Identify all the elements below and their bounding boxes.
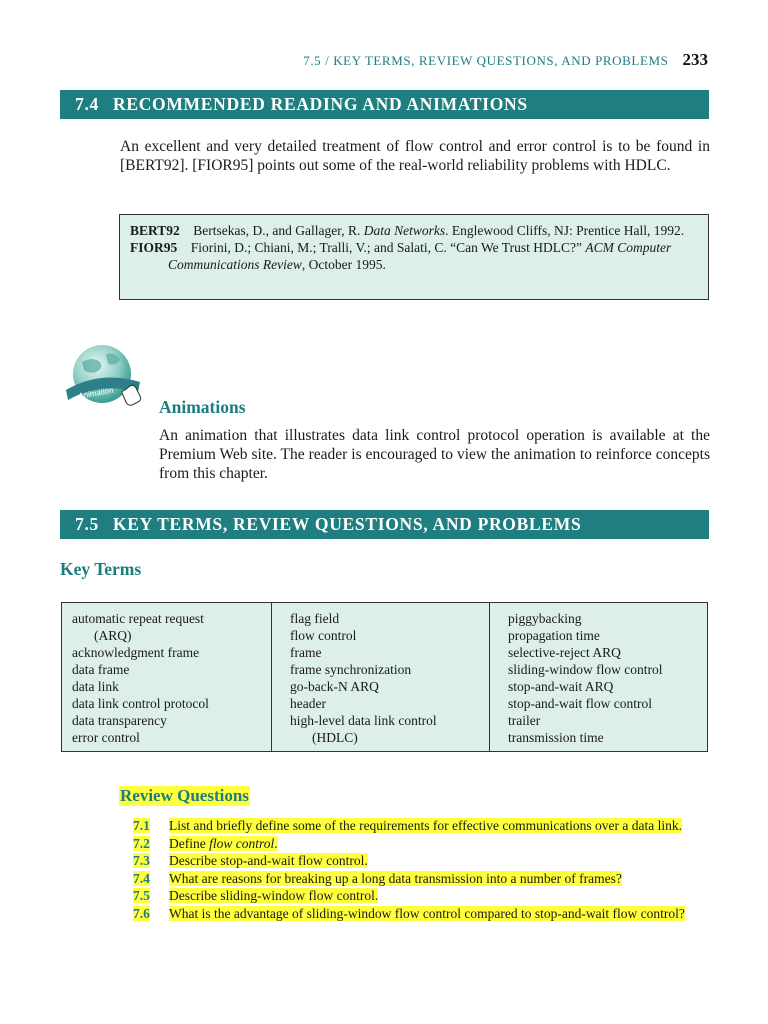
animations-paragraph: An animation that illustrates data link control protocol operation is available at the Premium Web site. The reader is encouraged to view the animation to reinforce concepts from this chapter. — [159, 427, 710, 482]
section-title: RECOMMENDED READING AND ANIMATIONS — [112, 94, 528, 114]
section-number: 7.4 — [75, 94, 99, 114]
key-terms-heading: Key Terms — [60, 559, 142, 579]
key-term: header — [290, 696, 326, 711]
key-term: data frame — [72, 662, 130, 677]
question-text: Describe sliding-window flow control. — [169, 888, 379, 903]
key-terms-column — [62, 603, 271, 751]
review-question — [133, 817, 709, 835]
review-question — [133, 887, 709, 905]
reference-key: BERT92 — [130, 223, 180, 238]
question-term: flow control — [209, 835, 275, 851]
key-term: (HDLC) — [312, 730, 358, 745]
question-text: Describe stop-and-wait flow control. — [169, 853, 368, 868]
question-number: 7.3 — [133, 853, 150, 868]
key-term: (ARQ) — [94, 628, 132, 643]
section-7-4-heading — [60, 90, 709, 119]
animation-icon-label: Animation — [77, 385, 115, 401]
page-number: 233 — [682, 50, 708, 69]
question-text: What is the advantage of sliding-window flow control compared to stop-and-wait flow control? — [169, 905, 685, 921]
question-number: 7.1 — [133, 818, 150, 833]
key-term: propagation time — [508, 628, 600, 643]
animation-globe-icon — [60, 340, 152, 410]
key-term: transmission time — [508, 730, 604, 745]
key-term: stop-and-wait flow control — [508, 696, 652, 711]
key-terms-table — [61, 602, 708, 752]
running-head — [303, 50, 708, 70]
key-term: automatic repeat request — [72, 611, 204, 626]
reference-title: Data Networks — [363, 223, 446, 238]
key-term: go-back-N ARQ — [290, 679, 379, 694]
question-number: 7.4 — [133, 870, 150, 886]
section-7-5-heading — [60, 510, 709, 539]
key-term: flag field — [290, 611, 340, 626]
reference-publisher: . Englewood Cliffs, NJ: Prentice Hall, 1992. — [445, 223, 685, 238]
running-head-title: 7.5 / KEY TERMS, REVIEW QUESTIONS, AND PROBLEMS — [303, 53, 669, 68]
key-term: trailer — [508, 713, 541, 728]
section-title: KEY TERMS, REVIEW QUESTIONS, AND PROBLEMS — [112, 514, 582, 534]
key-term: error control — [72, 730, 140, 745]
key-term: data link control protocol — [72, 696, 209, 711]
key-term: acknowledgment frame — [72, 645, 200, 660]
section-number: 7.5 — [75, 514, 99, 534]
reading-intro-paragraph: An excellent and very detailed treatment of flow control and error control is to be found in [BERT92]. [FIOR95] points out some of the real-world reliability problems with HDLC. — [120, 138, 710, 174]
key-terms-column — [489, 603, 707, 751]
key-terms-column — [271, 603, 489, 751]
reference-key: FIOR95 — [130, 240, 178, 255]
review-question — [133, 870, 709, 888]
key-term: stop-and-wait ARQ — [508, 679, 614, 694]
question-text: Define — [169, 835, 210, 851]
review-question — [133, 905, 709, 923]
reference-entry — [130, 222, 698, 239]
reference-title: ACM Computer Communications Review — [168, 240, 672, 272]
key-term: selective-reject ARQ — [508, 645, 621, 660]
key-term: flow control — [290, 628, 357, 643]
reference-publisher: , October 1995. — [301, 257, 386, 272]
references-box — [119, 214, 709, 300]
key-term: piggybacking — [508, 611, 582, 626]
key-term: high-level data link control — [290, 713, 437, 728]
reference-authors: Bertsekas, D., and Gallager, R. — [193, 223, 364, 238]
key-term: data transparency — [72, 713, 167, 728]
review-question — [133, 835, 709, 853]
question-number: 7.2 — [133, 835, 150, 851]
animations-heading: Animations — [159, 397, 246, 417]
question-text: What are reasons for breaking up a long data transmission into a number of frames? — [169, 870, 622, 886]
question-text: List and briefly define some of the requirements for effective communications over a data link. — [169, 818, 682, 833]
key-term: sliding-window flow control — [508, 662, 663, 677]
question-text-end: . — [274, 835, 278, 851]
key-term: frame — [290, 645, 322, 660]
review-questions-heading: Review Questions — [120, 786, 249, 805]
review-questions-list — [133, 817, 709, 922]
question-number: 7.6 — [133, 905, 150, 921]
key-term: data link — [72, 679, 119, 694]
key-term: frame synchronization — [290, 662, 412, 677]
question-number: 7.5 — [133, 888, 150, 903]
review-question — [133, 852, 709, 870]
reference-entry — [130, 239, 698, 273]
reference-authors: Fiorini, D.; Chiani, M.; Tralli, V.; and Salati, C. “Can We Trust HDLC?” — [190, 240, 586, 255]
